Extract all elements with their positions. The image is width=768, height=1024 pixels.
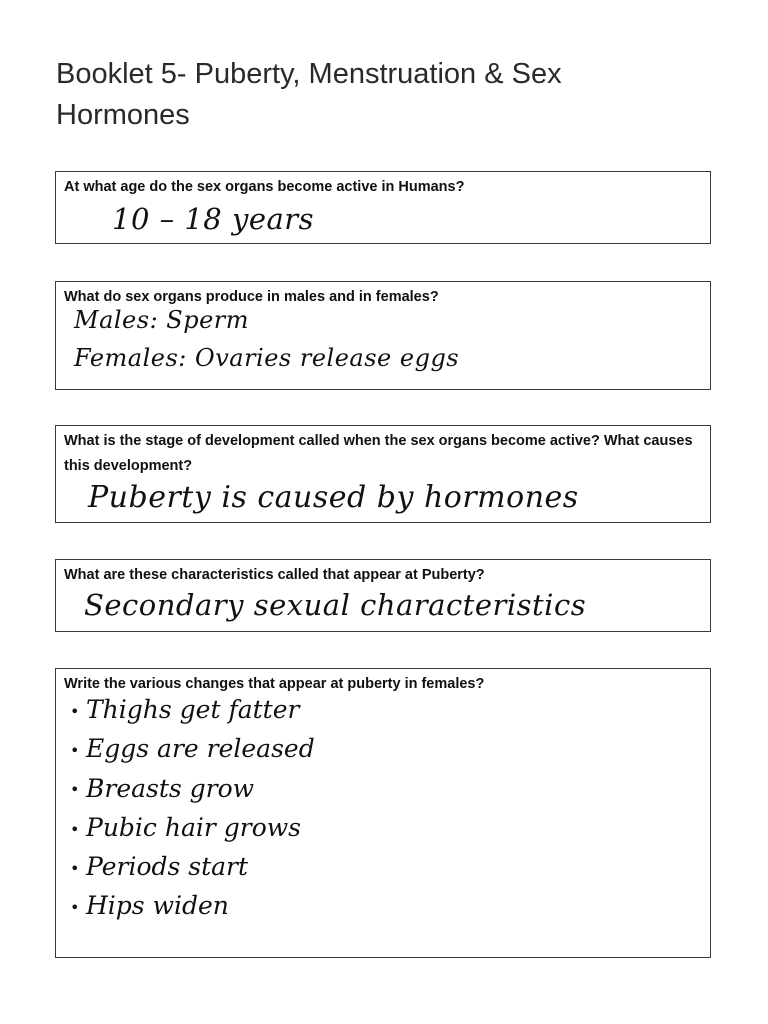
- handwritten-answer: Secondary sexual characteristics: [84, 588, 587, 622]
- question-box-changes-in-females: [55, 668, 711, 958]
- handwritten-answer: Puberty is caused by hormones: [88, 480, 579, 515]
- question-text: What do sex organs produce in males and in females?: [64, 289, 439, 305]
- bullet: •: [70, 898, 80, 917]
- bullet: •: [70, 701, 80, 721]
- list-item: [70, 691, 315, 730]
- list-item-text: Breasts grow: [86, 773, 255, 803]
- handwritten-answer-males: Males: Sperm: [74, 306, 250, 334]
- bullet: •: [70, 819, 80, 839]
- handwritten-answer-list: [70, 691, 315, 927]
- list-item: [70, 809, 315, 848]
- bullet: •: [70, 858, 80, 878]
- question-text: What are these characteristics called that appear at Puberty?: [64, 567, 485, 583]
- page-title: Booklet 5- Puberty, Menstruation & Sex Hormones: [56, 58, 562, 131]
- bullet: •: [70, 780, 80, 800]
- question-box-characteristics: [55, 559, 711, 632]
- list-item-text: Thighs get fatter: [86, 695, 300, 724]
- list-item-text: Periods start: [86, 852, 249, 881]
- question-text: At what age do the sex organs become active in Humans?: [64, 179, 465, 195]
- list-item: [70, 730, 315, 769]
- question-box-stage-of-development: [55, 425, 711, 523]
- list-item-text: Pubic hair grows: [86, 812, 302, 842]
- question-box-sex-organs-produce: [55, 281, 711, 390]
- question-text: Write the various changes that appear at puberty in females?: [64, 676, 485, 692]
- question-text: What is the stage of development called when the sex organs become active? What causes this development?: [64, 433, 693, 474]
- list-item-text: Hips widen: [86, 891, 229, 921]
- list-item: [70, 770, 315, 809]
- list-item: [70, 848, 315, 887]
- handwritten-answer-females: Females: Ovaries release eggs: [74, 344, 460, 372]
- list-item-text: Eggs are released: [86, 734, 315, 764]
- question-box-age: [55, 171, 711, 244]
- bullet: •: [70, 741, 80, 760]
- handwritten-answer: 10 – 18 years: [112, 202, 315, 236]
- list-item: [70, 887, 315, 926]
